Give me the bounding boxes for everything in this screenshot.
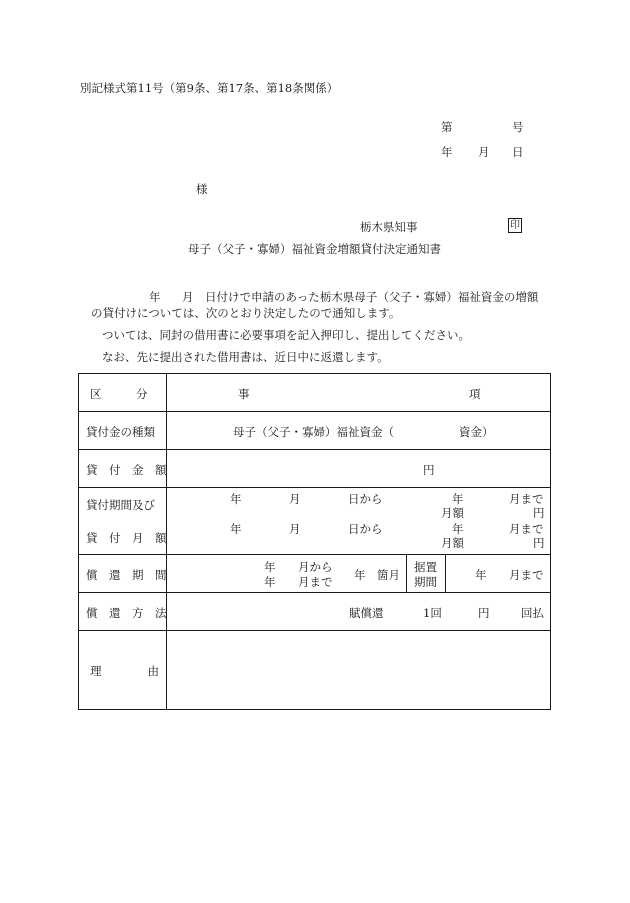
repay-method-kaibarai: 回払 — [521, 606, 544, 620]
doc-number-dai: 第 — [441, 120, 453, 134]
repay-method-yen: 円 — [478, 606, 490, 620]
document-title: 母子（父子・寡婦）福祉資金増額貸付決定通知書 — [188, 242, 441, 256]
period-row — [79, 488, 551, 555]
period1-until: 月まで — [509, 492, 544, 506]
period2-month: 月 — [289, 522, 301, 536]
sender-name: 栃木県知事 — [360, 220, 418, 234]
reason-row — [79, 631, 551, 710]
fund-type-row — [79, 412, 551, 450]
grace-divider-left — [406, 555, 407, 592]
body-year: 年 — [149, 290, 161, 304]
repay-years-months: 年 箇月 — [354, 568, 400, 582]
period-label-line2: 貸 付 月 額 — [86, 531, 167, 545]
date-day: 日 — [512, 145, 524, 159]
repay-period-label: 償 還 期 間 — [86, 568, 167, 582]
addressee-sama: 様 — [196, 182, 208, 196]
period2-from: 日から — [348, 522, 383, 536]
repay-method-type: 賦償還 — [349, 606, 384, 620]
repay-to-year: 年 — [264, 575, 276, 589]
doc-number-go: 号 — [512, 120, 524, 134]
grace-label-line2: 期間 — [414, 575, 437, 589]
grace-divider-right — [445, 555, 446, 592]
amount-yen: 円 — [423, 463, 435, 477]
form-label: 別記様式第11号（第9条、第17条、第18条関係） — [80, 81, 339, 95]
reason-label: 理 由 — [90, 664, 159, 678]
header-kou: 項 — [469, 387, 481, 401]
date-month: 月 — [478, 145, 490, 159]
body-line2: の貸付けについては、次のとおり決定したので通知します。 — [91, 306, 401, 320]
period1-from: 日から — [348, 492, 383, 506]
body-paragraph2: ついては、同封の借用書に必要事項を記入押印し、提出してください。 — [102, 328, 470, 342]
amount-label: 貸 付 金 額 — [86, 463, 167, 477]
header-kubun: 区 分 — [90, 387, 148, 401]
period1-until-year: 年 — [452, 492, 464, 506]
repay-from-month: 月から — [298, 560, 333, 574]
period-label-line1: 貸付期間及び — [86, 498, 155, 512]
period1-yen: 円 — [533, 506, 545, 520]
seal-mark: 印 — [510, 220, 520, 231]
table-header-row — [79, 374, 551, 412]
repay-method-per: 1回 — [423, 606, 442, 620]
decision-table — [78, 373, 551, 710]
fund-type-suffix: 資金） — [459, 425, 494, 439]
body-line1: 日付けで申請のあった栃木県母子（父子・寡婦）福祉資金の増額 — [205, 290, 539, 304]
period2-until-year: 年 — [452, 522, 464, 536]
header-ji: 事 — [238, 387, 250, 401]
body-month: 月 — [182, 290, 194, 304]
date-year: 年 — [441, 145, 453, 159]
period2-year: 年 — [230, 522, 242, 536]
repay-from-year: 年 — [264, 560, 276, 574]
period1-year: 年 — [230, 492, 242, 506]
grace-value-month: 月まで — [509, 568, 544, 582]
repay-period-row — [79, 555, 551, 593]
repay-method-label: 償 還 方 法 — [86, 606, 167, 620]
body-paragraph3: なお、先に提出された借用書は、近日中に返還します。 — [102, 350, 389, 364]
period2-until: 月まで — [509, 522, 544, 536]
period2-monthly: 月額 — [441, 536, 464, 550]
fund-type-label: 貸付金の種類 — [86, 425, 155, 439]
grace-value-year: 年 — [475, 568, 487, 582]
period2-yen: 円 — [533, 536, 545, 550]
grace-label-line1: 据置 — [414, 560, 437, 574]
fund-type-prefix: 母子（父子・寡婦）福祉資金（ — [233, 425, 394, 439]
repay-method-row — [79, 593, 551, 631]
amount-row — [79, 450, 551, 488]
repay-to-month: 月まで — [298, 575, 333, 589]
period1-monthly: 月額 — [441, 506, 464, 520]
period1-month: 月 — [289, 492, 301, 506]
